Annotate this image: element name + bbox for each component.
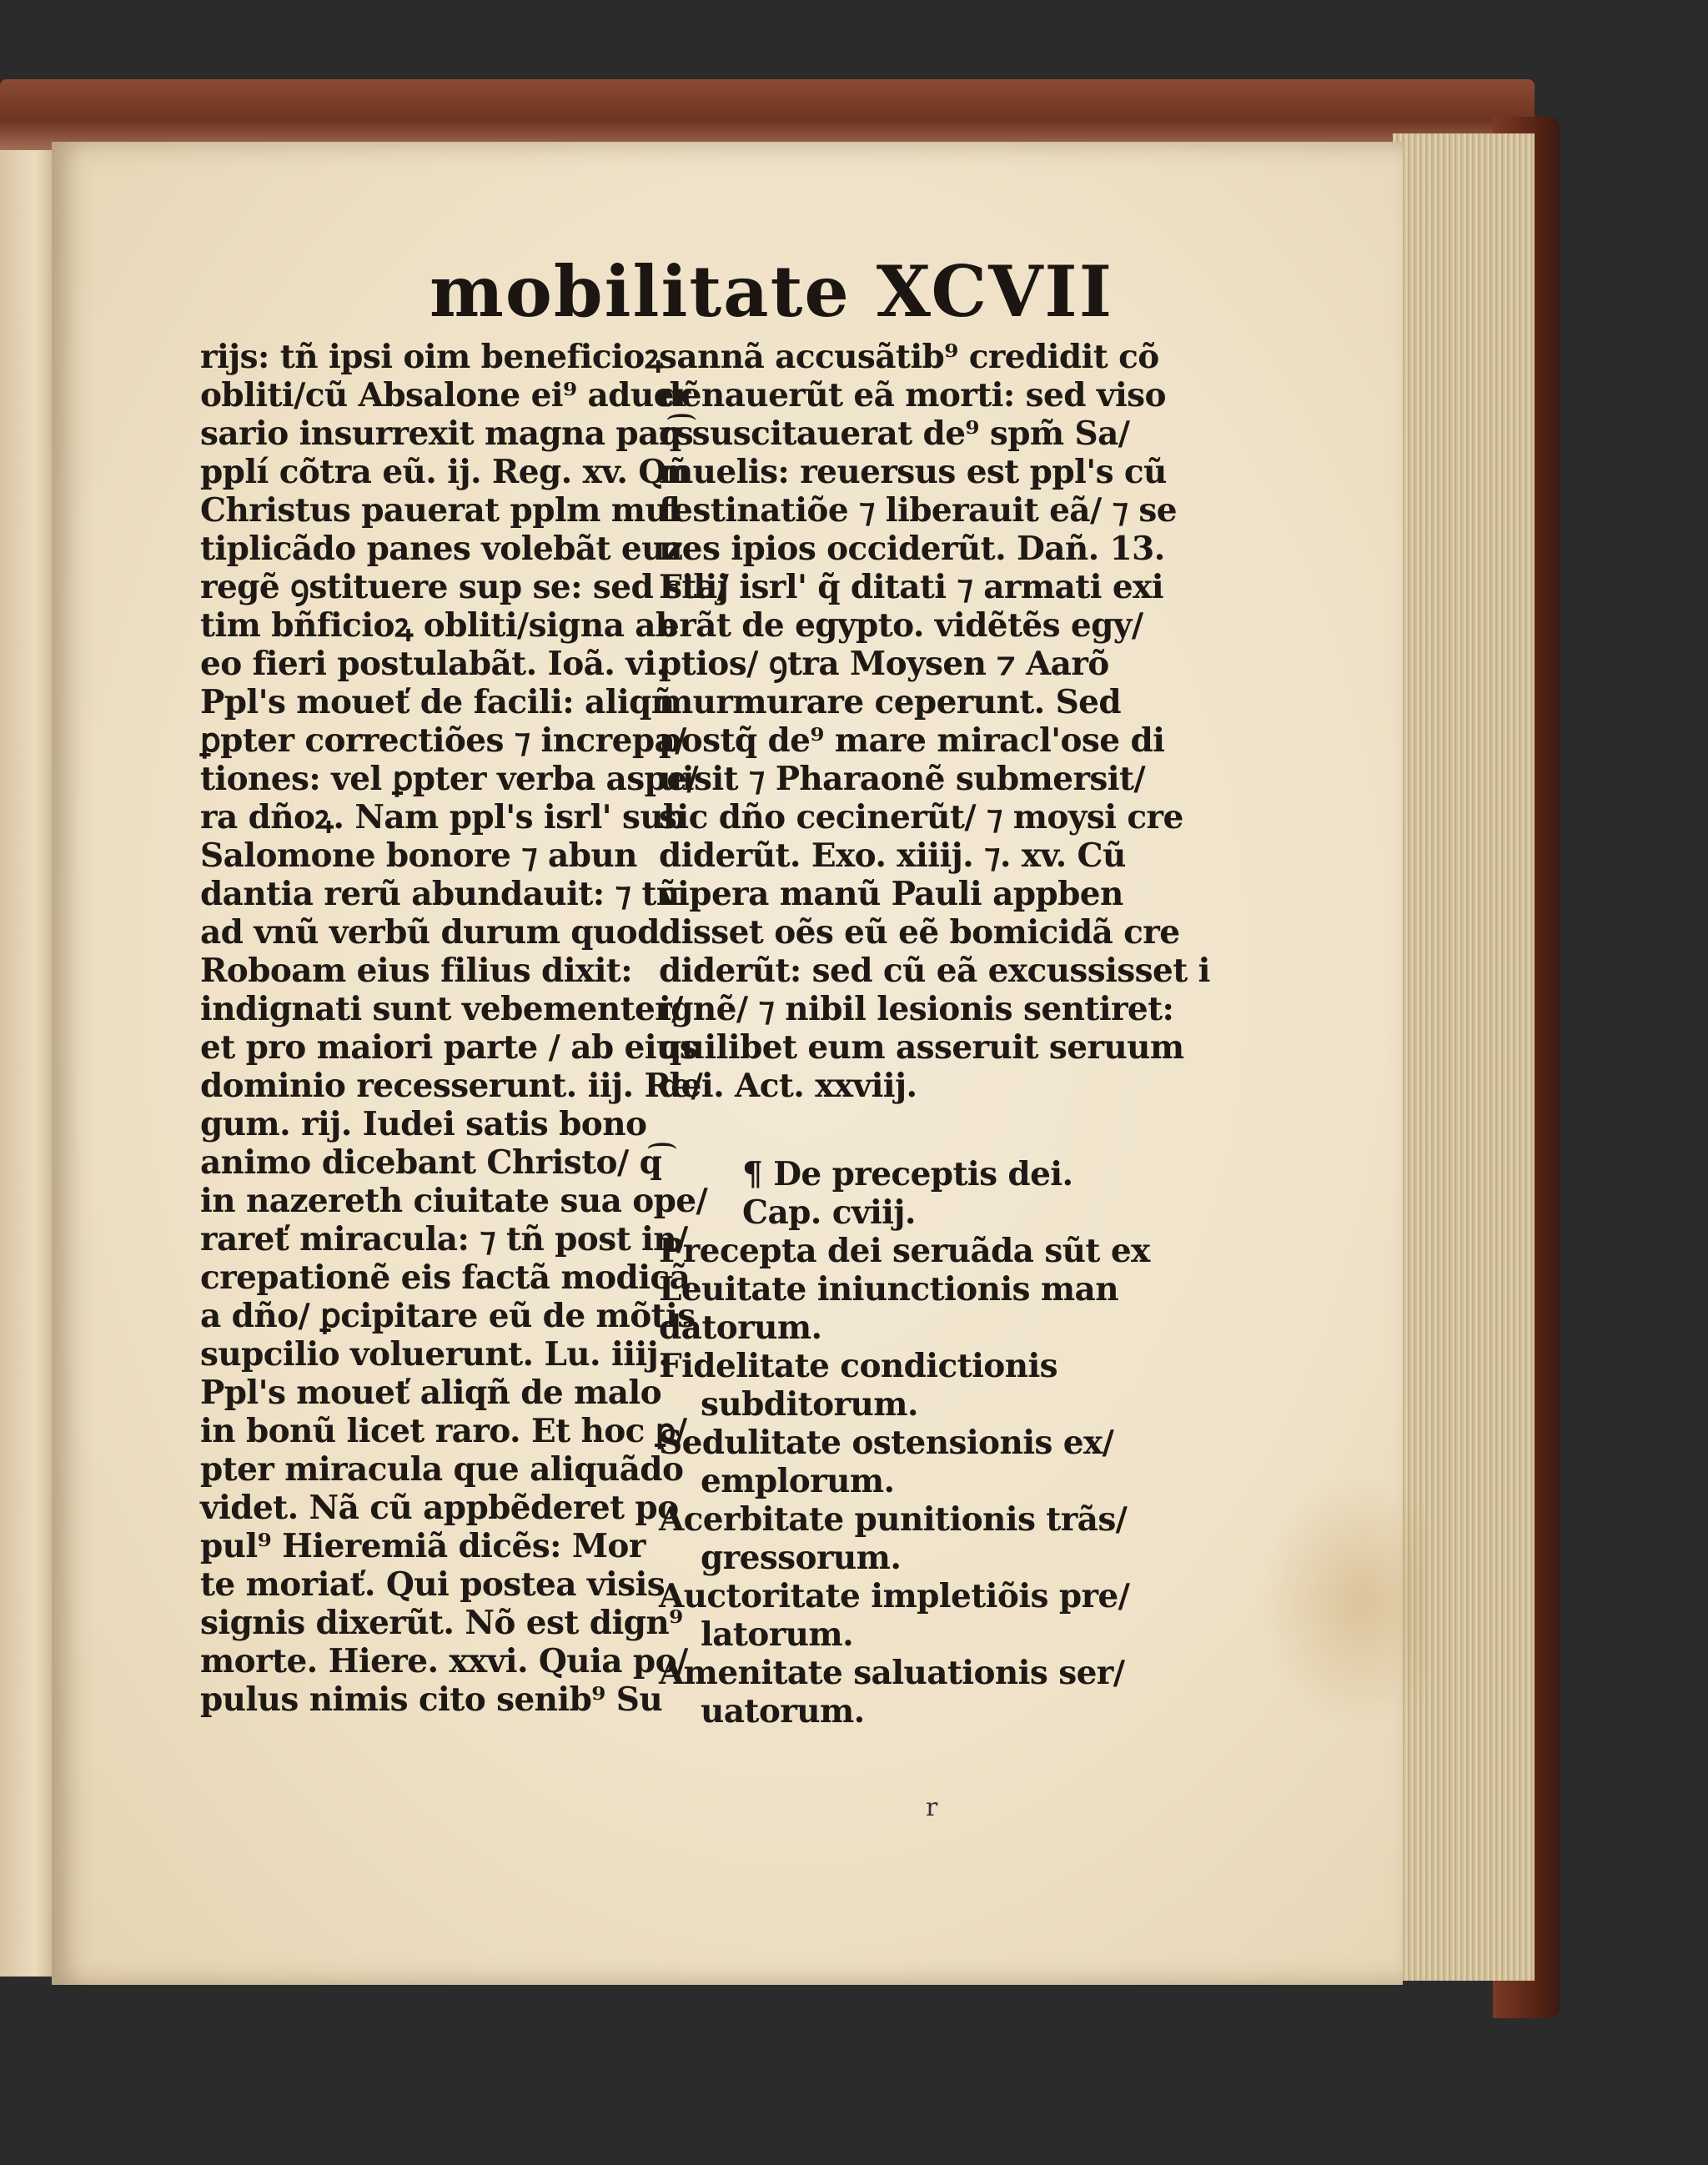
text-line: Roboam eius filius dixit: <box>200 952 633 990</box>
text-line: diderũt: sed cũ eã excussisset i <box>659 952 1210 990</box>
text-line: q͡ suscitauerat de⁹ spm̃ Sa/ <box>659 414 1130 453</box>
text-line: ignẽ/ ⁊ nibil lesionis sentiret: <box>659 990 1174 1028</box>
folio-number: XCVII <box>876 250 1113 333</box>
precept-continuation: emplorum. <box>701 1462 895 1500</box>
text-column-right <box>659 338 1210 1730</box>
text-line: dominio recesserunt. iij. Re/ <box>200 1067 703 1105</box>
precept-line: Auctoritate impletiõis pre/ <box>659 1577 1130 1615</box>
intro-line: datorum. <box>659 1309 822 1347</box>
text-line: Salomone bonore ⁊ abun <box>200 836 637 875</box>
text-line: obliti/cũ Absalone ei⁹ aduer <box>200 376 691 414</box>
text-line: te moriať. Qui postea visis <box>200 1565 666 1604</box>
text-line: quilibet eum asseruit seruum <box>659 1028 1184 1067</box>
precept-line: Amenitate saluationis ser/ <box>659 1654 1125 1692</box>
precept-continuation: gressorum. <box>701 1539 902 1577</box>
precept-continuation: uatorum. <box>701 1692 865 1730</box>
facing-page-edge <box>0 150 58 1977</box>
text-line: postq̃ de⁹ mare miracl'ose di <box>659 721 1165 760</box>
text-line: rareť miracula: ⁊ tñ post in/ <box>200 1220 688 1258</box>
text-line: ad vnũ verbũ durum quod <box>200 913 660 952</box>
catchword: r <box>926 1793 938 1822</box>
text-line: in nazereth ciuitate sua ope/ <box>200 1182 708 1220</box>
water-stain <box>1261 1476 1428 1726</box>
precept-continuation: subditorum. <box>701 1385 918 1424</box>
text-line: uisit ⁊ Pharaonẽ submersit/ <box>659 760 1146 798</box>
text-line: in bonũ licet raro. Et hoc ꝑ/ <box>200 1412 687 1450</box>
text-line: videt. Nã cũ appbẽderet po <box>200 1489 679 1527</box>
text-line: festinatiõe ⁊ liberauit eã/ ⁊ se <box>659 491 1177 530</box>
text-line: indignati sunt vebementer/ <box>200 990 683 1028</box>
intro-line: Precepta dei seruãda sũt ex <box>659 1232 1150 1270</box>
text-line: sario insurrexit magna pars <box>200 414 694 453</box>
intro-line: Leuitate iniunctionis man <box>659 1270 1118 1309</box>
text-line: muelis: reuersus est ppl's cũ <box>659 453 1167 491</box>
chapter-label: Cap. cviij. <box>742 1193 916 1232</box>
text-line: vipera manũ Pauli appben <box>659 875 1123 913</box>
precept-line: Acerbitate punitionis trãs/ <box>659 1500 1128 1539</box>
text-line: Christus pauerat pplm mul <box>200 491 681 530</box>
text-line: supcilio voluerunt. Lu. iiij. <box>200 1335 670 1374</box>
text-line: sic dño cecinerũt/ ⁊ moysi cre <box>659 798 1183 836</box>
text-line: pulus nimis cito senib⁹ Su <box>200 1680 663 1719</box>
text-line: crepationẽ eis factã modicã <box>200 1258 691 1297</box>
running-title: mobilitate <box>430 250 851 333</box>
text-line: pplí cõtra eũ. ij. Reg. xv. Qñ <box>200 453 690 491</box>
text-line: tiones: vel ꝑpter verba aspe/ <box>200 760 699 798</box>
text-line: murmurare ceperunt. Sed <box>659 683 1122 721</box>
text-line: signis dixerũt. Nõ est dign⁹ <box>200 1604 683 1642</box>
precept-continuation: latorum. <box>701 1615 854 1654</box>
text-line: disset oẽs eũ eẽ bomicidã cre <box>659 913 1180 952</box>
text-line: dẽnauerũt eã morti: sed viso <box>659 376 1166 414</box>
text-line: dei. Act. xxviij. <box>659 1067 917 1105</box>
text-line: regẽ ꝯstituere sup se: sed sta/ <box>200 568 729 606</box>
text-line: pter miracula que aliquãdo <box>200 1450 684 1489</box>
precept-line: Sedulitate ostensionis ex/ <box>659 1424 1114 1462</box>
text-line: morte. Hiere. xxvi. Quia po/ <box>200 1642 688 1680</box>
text-line: pul⁹ Hieremiã dicẽs: Mor <box>200 1527 646 1565</box>
text-line: Filij isrl' q̃ ditati ⁊ armati exi <box>659 568 1163 606</box>
text-line: et pro maiori parte / ab eius <box>200 1028 698 1067</box>
text-line: tim bñficioꝝ obliti/signa ab <box>200 606 678 645</box>
text-column-left <box>200 338 729 1719</box>
text-line: diderũt. Exo. xiiij. ⁊. xv. Cũ <box>659 836 1126 875</box>
text-line: eo fieri postulabãt. Ioã. vi. <box>200 645 667 683</box>
running-head <box>430 250 1113 342</box>
text-line: sannã accusãtib⁹ credidit cõ <box>659 338 1159 376</box>
text-line: ptios/ ꝯtra Moysen ⁊ Aarõ <box>659 645 1109 683</box>
precept-line: Fidelitate condictionis <box>659 1347 1058 1385</box>
text-line: Ppl's moueť aliqñ de malo <box>200 1374 662 1412</box>
section-gap <box>659 1105 1101 1155</box>
text-line: ꝑpter correctiões ⁊ increpa/ <box>200 721 686 760</box>
text-line: nes ipios occiderũt. Dañ. 13. <box>659 530 1165 568</box>
text-line: gum. rij. Iudei satis bono <box>200 1105 647 1143</box>
text-line: rijs: tñ ipsi oim beneficioꝝ <box>200 338 663 376</box>
text-line: tiplicãdo panes volebãt euz <box>200 530 683 568</box>
text-line: ra dñoꝝ. Nam ppl's isrl' sub <box>200 798 686 836</box>
text-line: Ppl's moueť de facili: aliqñ <box>200 683 675 721</box>
text-line: a dño/ ꝑcipitare eũ de mõtis <box>200 1297 696 1335</box>
text-line: animo dicebant Christo/ q͡ <box>200 1143 662 1182</box>
section-heading: ¶ De preceptis dei. <box>742 1155 1073 1193</box>
text-line: dantia rerũ abundauit: ⁊ tñ <box>200 875 680 913</box>
text-line: erãt de egypto. vidẽtẽs egy/ <box>659 606 1143 645</box>
